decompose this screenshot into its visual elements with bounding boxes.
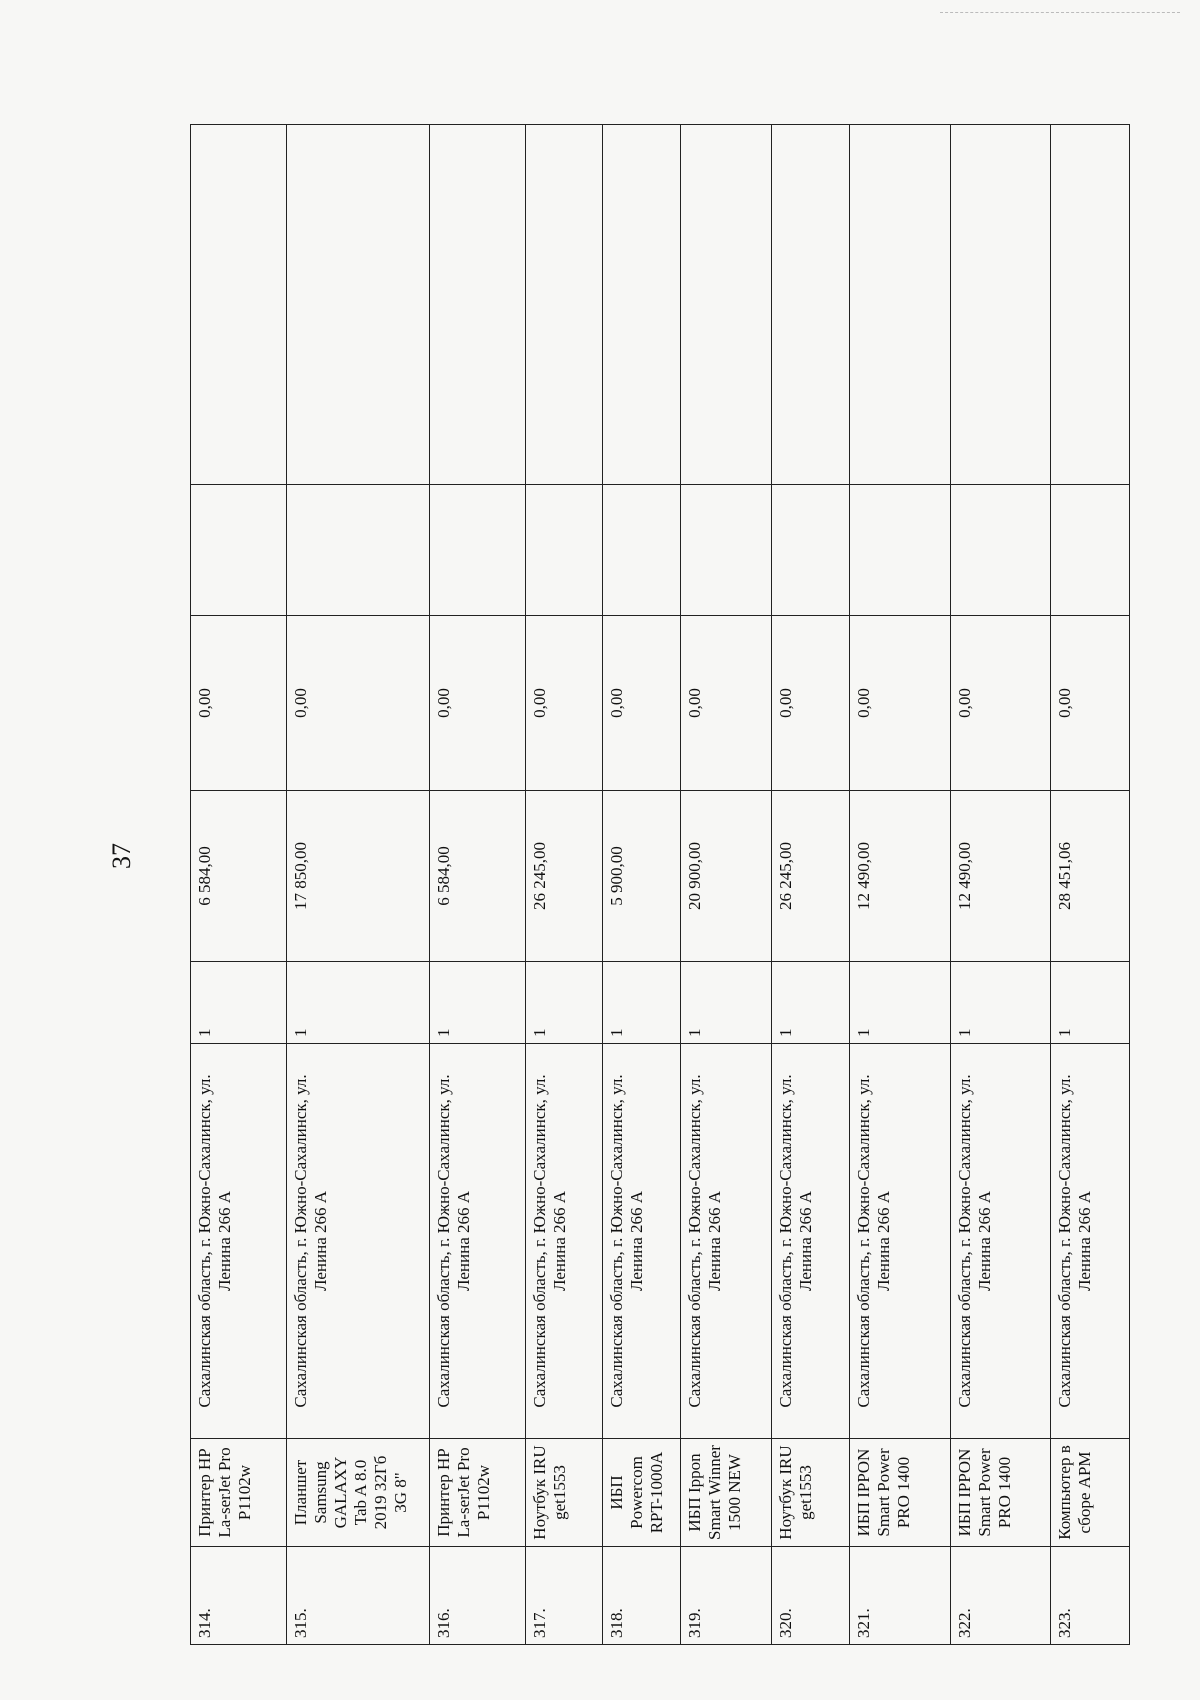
empty-cell <box>1050 485 1129 616</box>
table-row <box>850 125 950 1645</box>
item-residual-amount: 0,00 <box>681 616 772 791</box>
empty-cell <box>429 485 525 616</box>
row-number: 318. <box>603 1547 681 1645</box>
item-address: Сахалинская область, г. Южно-Сахалинск, ул. Ленина 266 А <box>191 1044 287 1439</box>
item-quantity: 1 <box>191 962 287 1044</box>
inventory-table <box>190 124 1130 1645</box>
table-row <box>286 125 429 1645</box>
page-number: 37 <box>107 843 136 869</box>
empty-cell <box>850 485 950 616</box>
empty-cell <box>772 125 850 485</box>
table-row <box>681 125 772 1645</box>
item-name: Ноутбук IRU get1553 <box>525 1439 602 1547</box>
item-address: Сахалинская область, г. Южно-Сахалинск, ул. Ленина 266 А <box>286 1044 429 1439</box>
row-number: 322. <box>950 1547 1050 1645</box>
item-residual-amount: 0,00 <box>950 616 1050 791</box>
item-address: Сахалинская область, г. Южно-Сахалинск, ул. Ленина 266 А <box>603 1044 681 1439</box>
item-amount: 12 490,00 <box>950 791 1050 962</box>
item-amount: 6 584,00 <box>429 791 525 962</box>
item-amount: 6 584,00 <box>191 791 287 962</box>
row-number: 323. <box>1050 1547 1129 1645</box>
item-name: Ноутбук IRU get1553 <box>772 1439 850 1547</box>
item-quantity: 1 <box>772 962 850 1044</box>
empty-cell <box>525 485 602 616</box>
table-row <box>603 125 681 1645</box>
item-residual-amount: 0,00 <box>1050 616 1129 791</box>
item-quantity: 1 <box>950 962 1050 1044</box>
empty-cell <box>950 125 1050 485</box>
item-residual-amount: 0,00 <box>191 616 287 791</box>
item-address: Сахалинская область, г. Южно-Сахалинск, ул. Ленина 266 А <box>772 1044 850 1439</box>
scan-artifact <box>940 12 1180 23</box>
empty-cell <box>191 125 287 485</box>
empty-cell <box>681 485 772 616</box>
item-amount: 20 900,00 <box>681 791 772 962</box>
item-residual-amount: 0,00 <box>525 616 602 791</box>
item-quantity: 1 <box>850 962 950 1044</box>
empty-cell <box>950 485 1050 616</box>
item-amount: 5 900,00 <box>603 791 681 962</box>
item-address: Сахалинская область, г. Южно-Сахалинск, ул. Ленина 266 А <box>429 1044 525 1439</box>
item-amount: 28 451,06 <box>1050 791 1129 962</box>
item-amount: 26 245,00 <box>772 791 850 962</box>
empty-cell <box>603 125 681 485</box>
empty-cell <box>429 125 525 485</box>
table-row <box>191 125 287 1645</box>
item-amount: 17 850,00 <box>286 791 429 962</box>
item-quantity: 1 <box>681 962 772 1044</box>
rotated-table-container <box>190 125 1130 1645</box>
empty-cell <box>850 125 950 485</box>
item-address: Сахалинская область, г. Южно-Сахалинск, ул. Ленина 266 А <box>850 1044 950 1439</box>
row-number: 314. <box>191 1547 287 1645</box>
empty-cell <box>1050 125 1129 485</box>
item-name: ИБП Powercom RPT-1000A <box>603 1439 681 1547</box>
item-residual-amount: 0,00 <box>603 616 681 791</box>
item-amount: 26 245,00 <box>525 791 602 962</box>
empty-cell <box>191 485 287 616</box>
item-name: ИБП IPPON Smart Power PRO 1400 <box>950 1439 1050 1547</box>
item-name: Принтер HP La-serJet Pro P1102w <box>191 1439 287 1547</box>
item-amount: 12 490,00 <box>850 791 950 962</box>
table-row <box>950 125 1050 1645</box>
item-quantity: 1 <box>429 962 525 1044</box>
item-quantity: 1 <box>603 962 681 1044</box>
item-residual-amount: 0,00 <box>850 616 950 791</box>
item-name: Компьютер в сборе АРМ <box>1050 1439 1129 1547</box>
row-number: 317. <box>525 1547 602 1645</box>
empty-cell <box>681 125 772 485</box>
item-address: Сахалинская область, г. Южно-Сахалинск, ул. Ленина 266 А <box>681 1044 772 1439</box>
row-number: 321. <box>850 1547 950 1645</box>
table-row <box>429 125 525 1645</box>
item-quantity: 1 <box>525 962 602 1044</box>
item-address: Сахалинская область, г. Южно-Сахалинск, ул. Ленина 266 А <box>1050 1044 1129 1439</box>
item-quantity: 1 <box>1050 962 1129 1044</box>
item-name: Принтер HP La-serJet Pro P1102w <box>429 1439 525 1547</box>
item-residual-amount: 0,00 <box>772 616 850 791</box>
row-number: 315. <box>286 1547 429 1645</box>
row-number: 319. <box>681 1547 772 1645</box>
item-name: ИБП IPPON Smart Power PRO 1400 <box>850 1439 950 1547</box>
item-name: ИБП Ippon Smart Winner 1500 NEW <box>681 1439 772 1547</box>
item-address: Сахалинская область, г. Южно-Сахалинск, ул. Ленина 266 А <box>525 1044 602 1439</box>
item-residual-amount: 0,00 <box>286 616 429 791</box>
table-row <box>525 125 602 1645</box>
item-quantity: 1 <box>286 962 429 1044</box>
empty-cell <box>772 485 850 616</box>
item-name: Планшет Samsung GALAXY Tab A 8.0 2019 32Гб 3G 8" <box>286 1439 429 1547</box>
empty-cell <box>525 125 602 485</box>
empty-cell <box>603 485 681 616</box>
item-address: Сахалинская область, г. Южно-Сахалинск, ул. Ленина 266 А <box>950 1044 1050 1439</box>
table-row <box>772 125 850 1645</box>
empty-cell <box>286 125 429 485</box>
empty-cell <box>286 485 429 616</box>
item-residual-amount: 0,00 <box>429 616 525 791</box>
row-number: 316. <box>429 1547 525 1645</box>
row-number: 320. <box>772 1547 850 1645</box>
table-row <box>1050 125 1129 1645</box>
